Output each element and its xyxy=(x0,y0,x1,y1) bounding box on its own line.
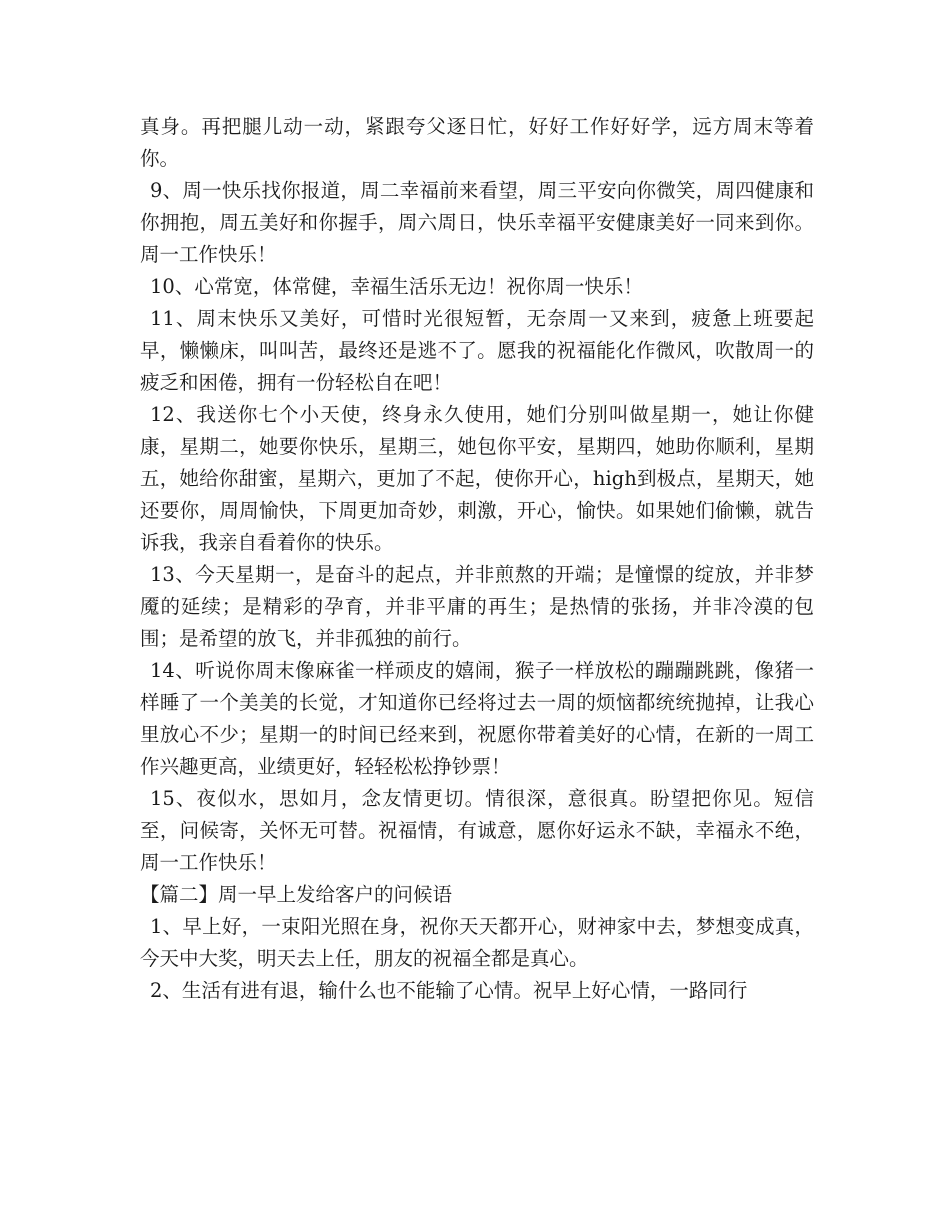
list-item-15: 15、夜似水，思如月，念友情更切。情很深，意很真。盼望把你见。短信至，问候寄，关怀无可替。祝福情，有诚意，愿你好运永不缺，幸福永不绝，周一工作快乐！ xyxy=(140,787,814,874)
paragraph-continuation: 真身。再把腿儿动一动，紧跟夸父逐日忙，好好工作好好学，远方周末等着你。 xyxy=(140,115,814,170)
list-item-2: 2、生活有进有退，输什么也不能输了心情。祝早上好心情，一路同行 xyxy=(150,979,748,1002)
list-item-9: 9、周一快乐找你报道，周二幸福前来看望，周三平安向你微笑，周四健康和你拥抱，周五美好和你握手，周六周日，快乐幸福平安健康美好一同来到你。周一工作快乐！ xyxy=(140,179,814,266)
list-item-12: 12、我送你七个小天使，终身永久使用，她们分别叫做星期一，她让你健康，星期二，她要你快乐，星期三，她包你平安，星期四，她助你顺利，星期五，她给你甜蜜，星期六，更加了不起，使你开心，high到极点，星期天，她还要你，周周愉快，下周更加奇妙，刺激，开心，愉快。如果她们偷懒，就告诉我，我亲自看着你的快乐。 xyxy=(140,403,814,554)
list-item-13: 13、今天星期一，是奋斗的起点，并非煎熬的开端；是憧憬的绽放，并非梦魇的延续；是精彩的孕育，并非平庸的再生；是热情的张扬，并非冷漠的包围；是希望的放飞，并非孤独的前行。 xyxy=(140,563,814,650)
section-heading: 【篇二】周一早上发给客户的问候语 xyxy=(140,883,453,906)
list-item-10: 10、心常宽，体常健，幸福生活乐无边！祝你周一快乐！ xyxy=(150,275,643,298)
list-item-11: 11、周末快乐又美好，可惜时光很短暂，无奈周一又来到，疲惫上班要起早，懒懒床，叫叫苦，最终还是逃不了。愿我的祝福能化作微风，吹散周一的疲乏和困倦，拥有一份轻松自在吧！ xyxy=(140,307,814,394)
list-item-1: 1、早上好，一束阳光照在身，祝你天天都开心，财神家中去，梦想变成真，今天中大奖，明天去上任，朋友的祝福全都是真心。 xyxy=(140,915,814,970)
document-page xyxy=(140,111,814,1007)
list-item-14: 14、听说你周末像麻雀一样顽皮的嬉闹，猴子一样放松的蹦蹦跳跳，像猪一样睡了一个美美的长觉，才知道你已经将过去一周的烦恼都统统抛掉，让我心里放心不少；星期一的时间已经来到，祝愿你带着美好的心情，在新的一周工作兴趣更高，业绩更好，轻轻松松挣钞票！ xyxy=(140,659,814,778)
